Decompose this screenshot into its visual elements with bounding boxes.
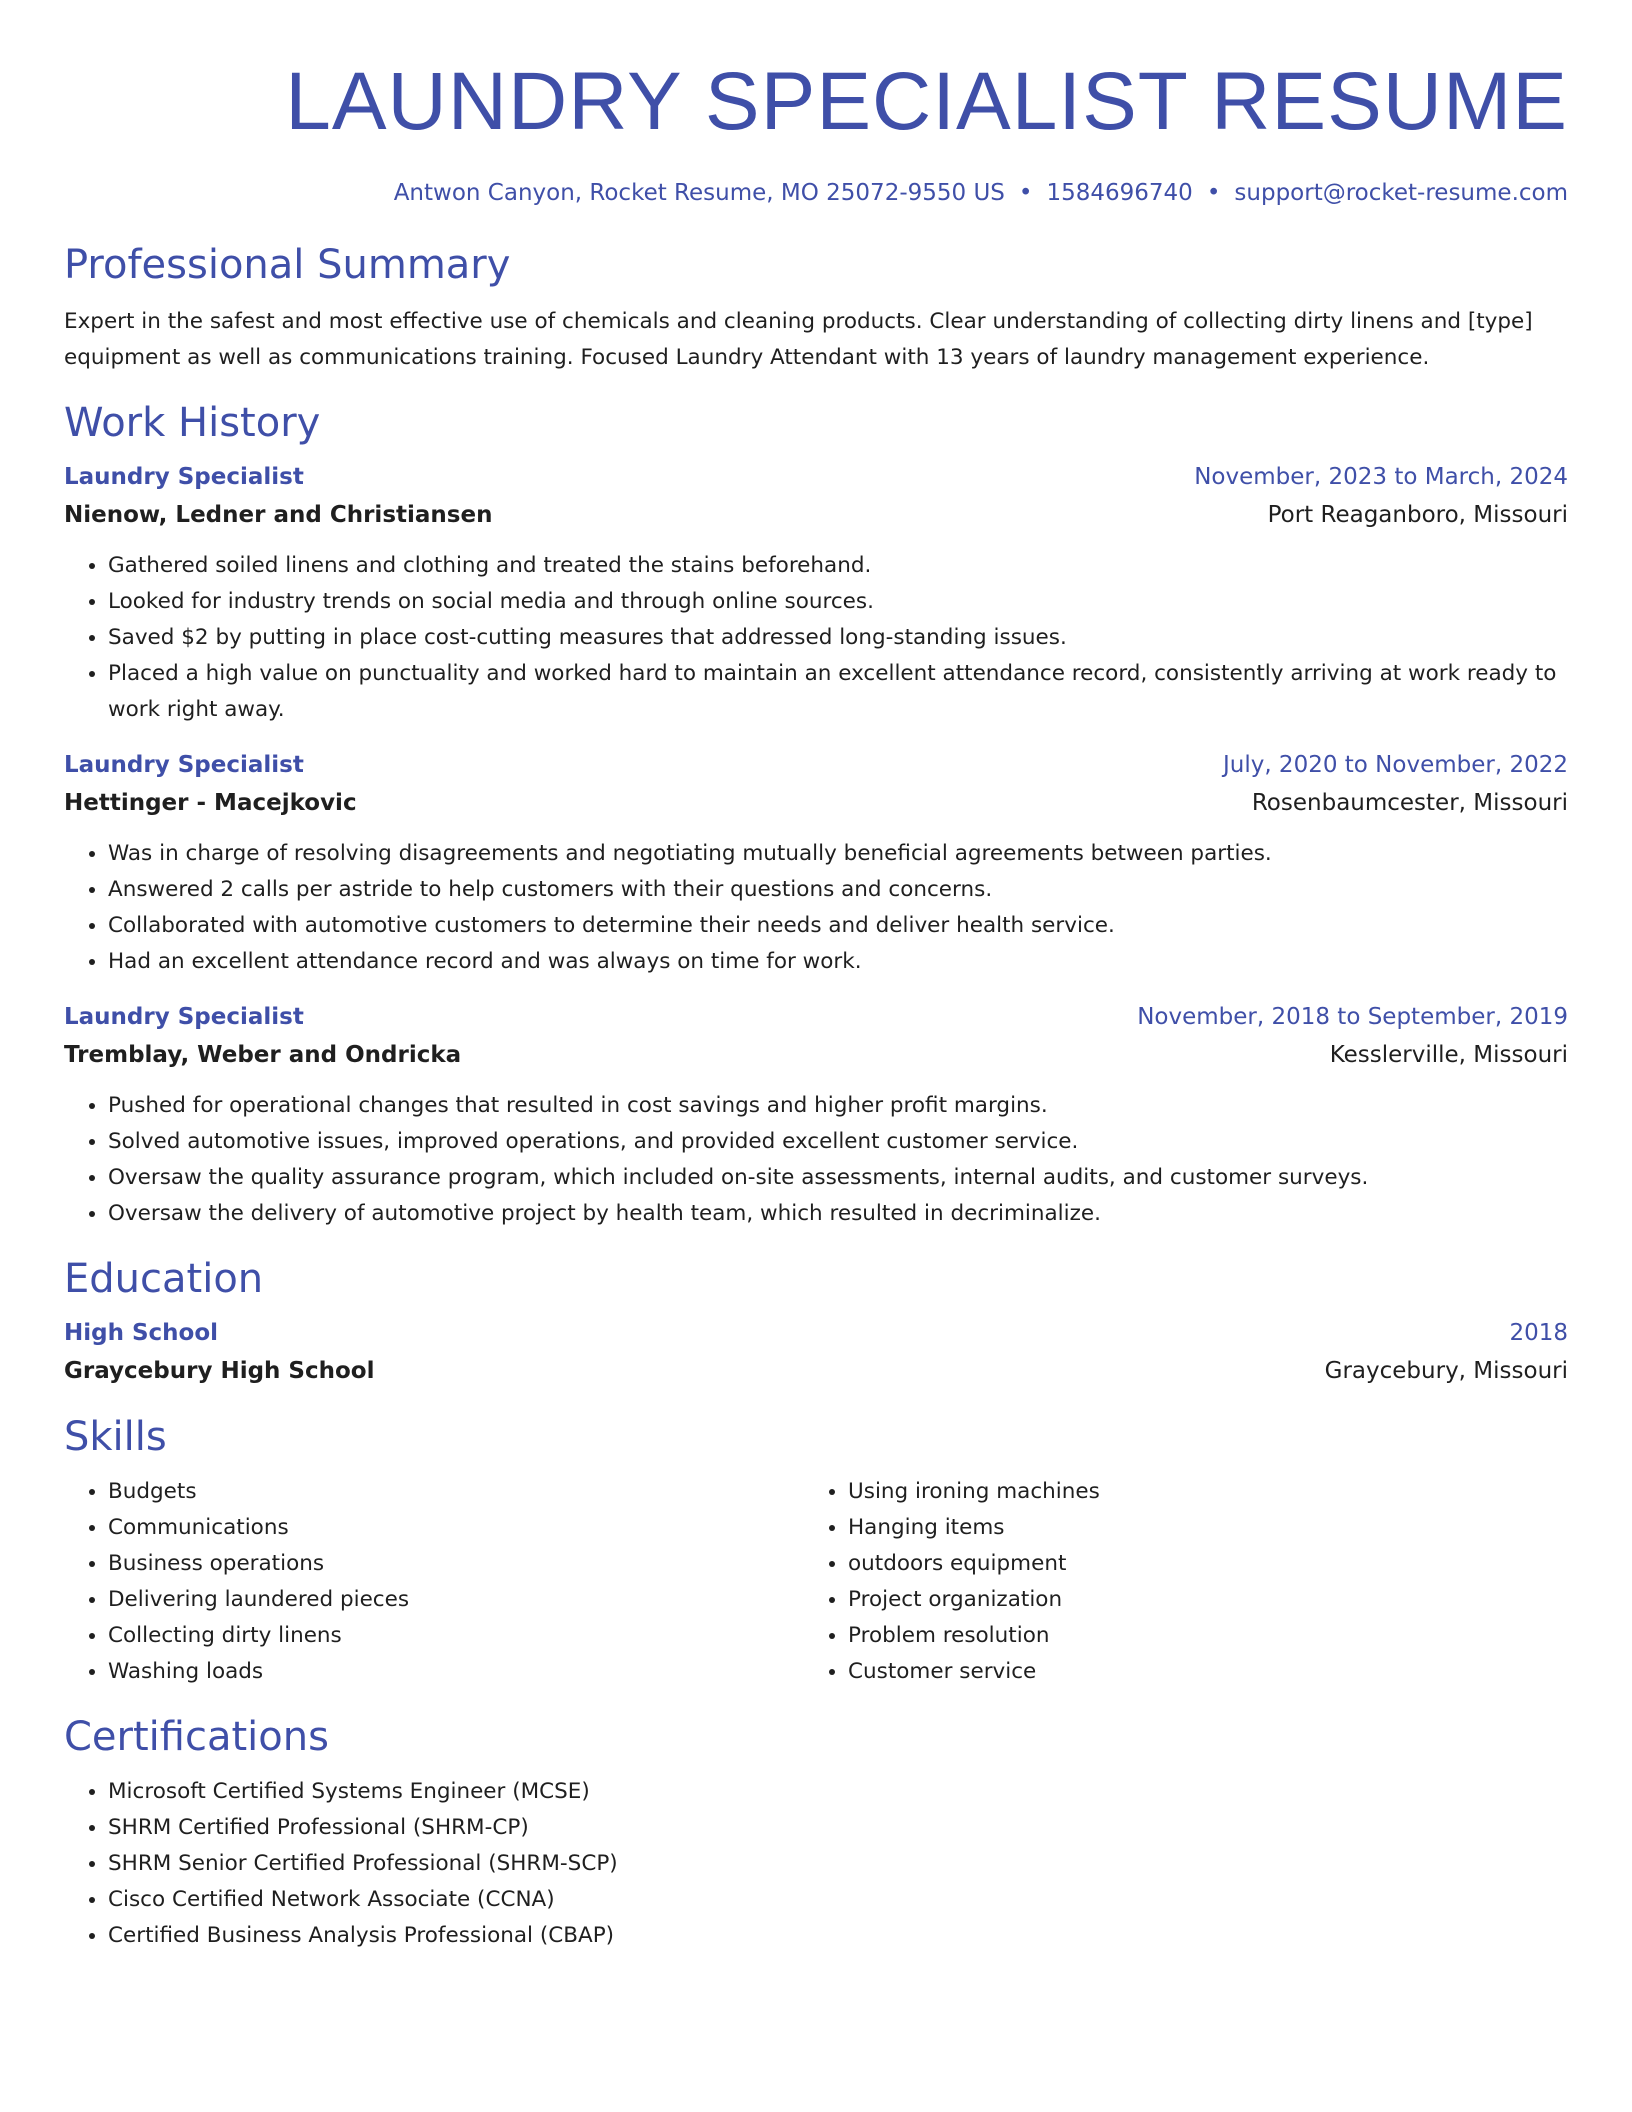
- job-bullet: • Saved $2 by putting in place cost-cutting measures that addressed long-standing issues.: [108, 620, 1568, 656]
- education-entry: [64, 1314, 1568, 1390]
- skills-column-left: [64, 1474, 804, 1690]
- job-bullet: • Oversaw the delivery of automotive project by health team, which resulted in decriminalize.: [108, 1196, 1568, 1232]
- job-header-row: [64, 458, 1568, 496]
- job-company-row: [64, 1036, 1568, 1074]
- job-company: Hettinger - Macejkovic: [64, 790, 357, 816]
- job-entry: [64, 746, 1568, 980]
- section-heading-summary: Professional Summary: [64, 242, 511, 288]
- job-title: Laundry Specialist: [64, 1004, 304, 1030]
- job-header-row: [64, 746, 1568, 784]
- certification-item: • Microsoft Certified Systems Engineer (MCSE): [108, 1774, 1568, 1810]
- section-heading-certifications: Certifications: [64, 1714, 329, 1760]
- job-company-row: [64, 784, 1568, 822]
- contact-line: [64, 178, 1568, 208]
- job-dates: November, 2023 to March, 2024: [1194, 464, 1568, 490]
- education-school-row: [64, 1352, 1568, 1390]
- education-header-row: [64, 1314, 1568, 1352]
- job-dates: November, 2018 to September, 2019: [1137, 1004, 1568, 1030]
- job-dates: July, 2020 to November, 2022: [1222, 752, 1568, 778]
- job-bullet: • Oversaw the quality assurance program, which included on-site assessments, internal audits, and customer surveys.: [108, 1160, 1568, 1196]
- skill-item: • Delivering laundered pieces: [108, 1582, 804, 1618]
- job-bullets: [64, 1088, 1568, 1232]
- section-heading-work: Work History: [64, 400, 321, 446]
- job-bullet: • Placed a high value on punctuality and worked hard to maintain an excellent attendance record, consistently arriving at work ready to work right away.: [108, 656, 1568, 728]
- job-bullets: [64, 836, 1568, 980]
- contact-address: Antwon Canyon, Rocket Resume, MO 25072-9550 US: [393, 180, 1005, 206]
- resume-title: LAUNDRY SPECIALIST RESUME: [285, 56, 1568, 147]
- skill-item: • Budgets: [108, 1474, 804, 1510]
- job-company: Tremblay, Weber and Ondricka: [64, 1042, 462, 1068]
- job-company: Nienow, Ledner and Christiansen: [64, 502, 493, 528]
- job-header-row: [64, 998, 1568, 1036]
- certification-item: • SHRM Certified Professional (SHRM-CP): [108, 1810, 1568, 1846]
- skills-grid: [64, 1474, 1568, 1690]
- job-bullet: • Looked for industry trends on social media and through online sources.: [108, 584, 1568, 620]
- contact-email: support@rocket-resume.com: [1234, 180, 1568, 206]
- certification-item: • SHRM Senior Certified Professional (SHRM-SCP): [108, 1846, 1568, 1882]
- job-entry: [64, 458, 1568, 728]
- certifications-list: [64, 1774, 1568, 1954]
- certification-item: • Certified Business Analysis Professional (CBAP): [108, 1918, 1568, 1954]
- skill-item: • Business operations: [108, 1546, 804, 1582]
- job-title: Laundry Specialist: [64, 464, 304, 490]
- section-heading-skills: Skills: [64, 1414, 167, 1460]
- contact-separator: •: [1018, 180, 1033, 206]
- job-bullet: • Was in charge of resolving disagreements and negotiating mutually beneficial agreements between parties.: [108, 836, 1568, 872]
- skill-item: • Washing loads: [108, 1654, 804, 1690]
- education-degree: High School: [64, 1320, 219, 1346]
- contact-phone: 1584696740: [1046, 180, 1193, 206]
- job-location: Rosenbaumcester, Missouri: [1251, 790, 1568, 816]
- education-school: Graycebury High School: [64, 1358, 375, 1384]
- job-location: Kesslerville, Missouri: [1329, 1042, 1568, 1068]
- section-heading-education: Education: [64, 1256, 264, 1302]
- job-location: Port Reaganboro, Missouri: [1267, 502, 1568, 528]
- skill-item: • Using ironing machines: [848, 1474, 1568, 1510]
- job-bullet: • Solved automotive issues, improved operations, and provided excellent customer service.: [108, 1124, 1568, 1160]
- skills-list-left: [64, 1474, 804, 1690]
- skill-item: • Customer service: [848, 1654, 1568, 1690]
- certification-item: • Cisco Certified Network Associate (CCNA): [108, 1882, 1568, 1918]
- job-bullet: • Gathered soiled linens and clothing and treated the stains beforehand.: [108, 548, 1568, 584]
- skill-item: • Communications: [108, 1510, 804, 1546]
- job-bullets: [64, 548, 1568, 728]
- job-company-row: [64, 496, 1568, 534]
- skill-item: • Project organization: [848, 1582, 1568, 1618]
- job-bullet: • Answered 2 calls per astride to help customers with their questions and concerns.: [108, 872, 1568, 908]
- skill-item: • outdoors equipment: [848, 1546, 1568, 1582]
- education-location: Graycebury, Missouri: [1324, 1358, 1568, 1384]
- skill-item: • Collecting dirty linens: [108, 1618, 804, 1654]
- summary-text: Expert in the safest and most effective use of chemicals and cleaning products. Clear understanding of collecting dirty linens and [type] equipment as well as communications training. Focused Laundry Attendant with 13 years of laundry management experience.: [64, 309, 1533, 370]
- education-year: 2018: [1509, 1320, 1568, 1346]
- skill-item: • Problem resolution: [848, 1618, 1568, 1654]
- job-bullet: • Had an excellent attendance record and was always on time for work.: [108, 944, 1568, 980]
- skills-list-right: [804, 1474, 1568, 1690]
- contact-separator: •: [1206, 180, 1221, 206]
- job-title: Laundry Specialist: [64, 752, 304, 778]
- skill-item: • Hanging items: [848, 1510, 1568, 1546]
- job-bullet: • Pushed for operational changes that resulted in cost savings and higher profit margins.: [108, 1088, 1568, 1124]
- job-entry: [64, 998, 1568, 1232]
- job-bullet: • Collaborated with automotive customers to determine their needs and deliver health service.: [108, 908, 1568, 944]
- skills-column-right: [804, 1474, 1568, 1690]
